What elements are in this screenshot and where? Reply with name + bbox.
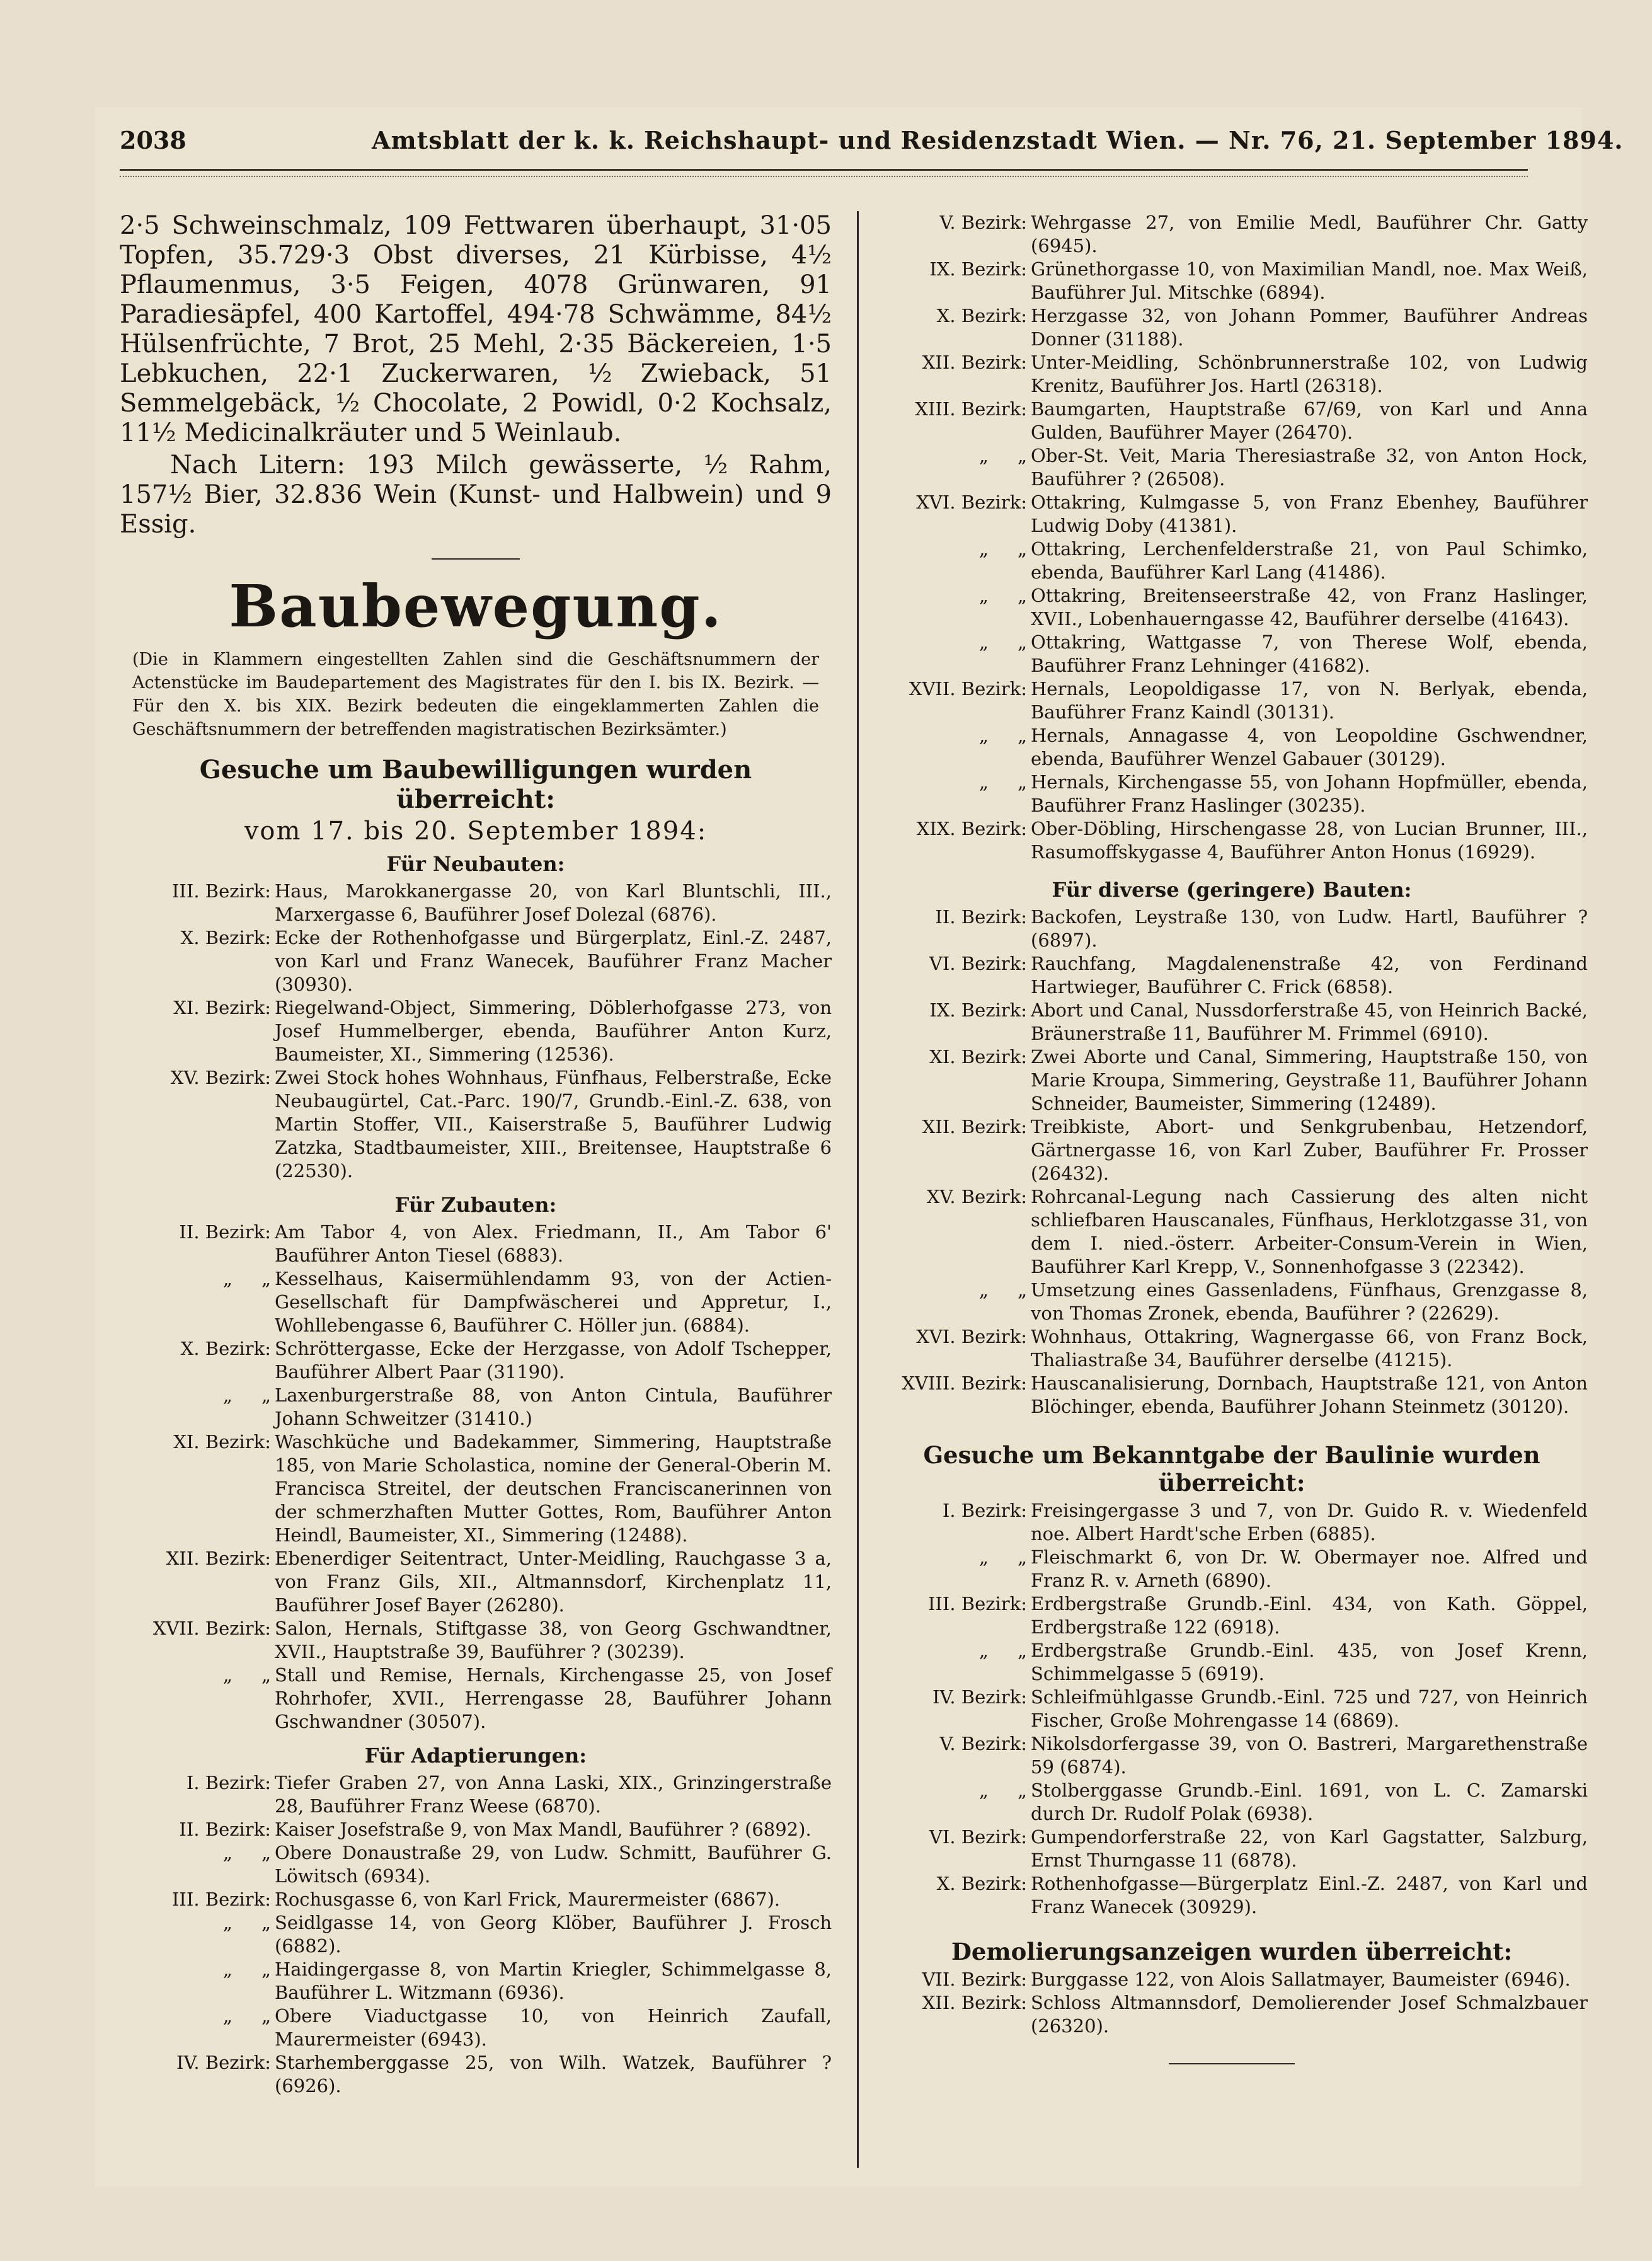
entry-text: Hernals, Kirchengasse 55, von Johann Hopfmüller, ebenda, Bauführer Franz Haslinger (30235). — [1031, 771, 1588, 816]
entry-text: Schröttergasse, Ecke der Herzgasse, von Adolf Tschepper, Bauführer Albert Paar (31190). — [275, 1338, 832, 1383]
district-label: „ „ — [222, 1268, 271, 1289]
register-entry — [876, 538, 1588, 584]
district-label: V. Bezirk: — [939, 1733, 1027, 1754]
entry-text: Unter-Meidling, Schönbrunnerstraße 102, von Ludwig Krenitz, Bauführer Jos. Hartl (26318). — [1031, 352, 1588, 396]
district-label: „ „ — [222, 1384, 271, 1406]
entry-text: Stolberggasse Grundb.-Einl. 1691, von L. C. Zamarski durch Dr. Rudolf Polak (6938). — [1031, 1780, 1588, 1824]
intro-paragraph-1: 2·5 Schweinschmalz, 109 Fettwaren überhaupt, 31·05 Topfen, 35.729·3 Obst diverses, 21 Kürbisse, 4½ Pflaumenmus, 3·5 Feigen, 4078 Grünwaren, 91 Paradiesäpfel, 400 Kartoffel, 494·78 Schwämme, 84½ Hülsenfrüchte, 7 Brot, 25 Mehl, 2·35 Bäckereien, 1·5 Lebkuchen, 22·1 Zuckerwaren, ½ Zwieback, 51 Semmelgebäck, ½ Chocolate, 2 Powidl, 0·2 Kochsalz, 11½ Medicinalkräuter und 5 Weinlaub. — [120, 211, 832, 447]
district-label: „ „ — [222, 1842, 271, 1863]
district-label: II. Bezirk: — [179, 1819, 271, 1840]
register-entry — [120, 1066, 832, 1183]
entry-text: Gumpendorferstraße 22, von Karl Gagstatter, Salzburg, Ernst Thurngasse 11 (6878). — [1031, 1826, 1588, 1871]
register-entry — [876, 258, 1588, 304]
left-column — [120, 211, 832, 2098]
district-label: X. Bezirk: — [180, 927, 271, 948]
district-label: III. Bezirk: — [927, 1593, 1027, 1614]
district-label: VI. Bezirk: — [929, 953, 1027, 974]
district-label: XI. Bezirk: — [929, 1046, 1027, 1067]
group-heading: Für Zubauten: — [394, 1193, 557, 1217]
register-entry — [876, 631, 1588, 677]
demol-entries — [876, 1968, 1588, 2038]
district-label: XVIII. Bezirk: — [902, 1372, 1027, 1394]
district-label: III. Bezirk: — [171, 1889, 271, 1910]
district-label: „ „ — [978, 538, 1027, 560]
district-label: IX. Bezirk: — [929, 999, 1027, 1021]
register-entry — [876, 1639, 1588, 1686]
district-label: III. Bezirk: — [171, 880, 271, 902]
district-label: XI. Bezirk: — [173, 1431, 271, 1453]
district-label: X. Bezirk: — [936, 305, 1027, 326]
register-entry — [876, 1732, 1588, 1779]
entry-text: Rothenhofgasse—Bürgerplatz Einl.-Z. 2487, von Karl und Franz Wanecek (30929). — [1031, 1873, 1588, 1918]
district-label: „ „ — [978, 725, 1027, 746]
district-label: XV. Bezirk: — [170, 1067, 271, 1088]
register-entry — [120, 2005, 832, 2051]
entry-text: Grünethorgasse 10, von Maximilian Mandl, noe. Max Weiß, Bauführer Jul. Mitschke (6894). — [1031, 258, 1588, 303]
entry-text: Umsetzung eines Gassenladens, Fünfhaus, Grenzgasse 8, von Thomas Zronek, ebenda, Bauführer ? (22629). — [1031, 1279, 1588, 1324]
article-title: Baubewegung. — [229, 572, 723, 640]
district-label: „ „ — [222, 1959, 271, 1980]
district-label: V. Bezirk: — [939, 212, 1027, 233]
entry-text: Erdbergstraße Grundb.-Einl. 434, von Kath. Göppel, Erdbergstraße 122 (6918). — [1031, 1593, 1588, 1638]
register-entry — [876, 952, 1588, 999]
register-entry — [876, 444, 1588, 491]
register-entry — [120, 2051, 832, 2098]
register-entry — [876, 351, 1588, 398]
entry-text: Hernals, Leopoldigasse 17, von N. Berlyak, ebenda, Bauführer Franz Kaindl (30131). — [1031, 678, 1588, 723]
register-entry — [120, 1267, 832, 1337]
demol-heading: Demolierungsanzeigen wurden überreicht: — [951, 1938, 1513, 1965]
district-label: II. Bezirk: — [179, 1221, 271, 1243]
entry-text: Zwei Aborte und Canal, Simmering, Hauptstraße 150, von Marie Kroupa, Simmering, Geystraße 11, Bauführer Johann Schneider, Baumeister, Simmering (12489). — [1031, 1046, 1588, 1114]
entry-text: Haus, Marokkanergasse 20, von Karl Bluntschli, III., Marxergasse 6, Bauführer Josef Dolezal (6876). — [275, 880, 832, 925]
entry-text: Backofen, Leystraße 130, von Ludw. Hartl, Bauführer ? (6897). — [1031, 906, 1588, 951]
district-label: XIII. Bezirk: — [915, 398, 1027, 420]
district-label: XII. Bezirk: — [922, 1992, 1027, 2013]
entry-text: Haidingergasse 8, von Martin Kriegler, Schimmelgasse 8, Bauführer L. Witzmann (6936). — [275, 1959, 832, 2003]
register-entry — [120, 1771, 832, 1818]
district-label: „ „ — [978, 1279, 1027, 1301]
entry-text: Seidlgasse 14, von Georg Klöber, Bauführer J. Frosch (6882). — [275, 1912, 832, 1957]
district-label: IX. Bezirk: — [929, 258, 1027, 280]
district-label: „ „ — [978, 631, 1027, 653]
right-top-entries — [876, 211, 1588, 864]
register-entry — [120, 1958, 832, 2005]
register-entry — [876, 771, 1588, 817]
register-entry — [876, 1991, 1588, 2038]
register-entry — [120, 1888, 832, 1911]
register-entry — [876, 1372, 1588, 1418]
divider — [432, 558, 520, 560]
register-entry — [120, 1221, 832, 1267]
bauline-heading: Gesuche um Bekanntgabe der Baulinie wurden überreicht: — [923, 1441, 1540, 1497]
editorial-note: (Die in Klammern eingestellten Zahlen sind die Geschäftsnummern der Actenstücke im Baudepartement des Magistrates für den I. bis IX. Bezirk. — Für den X. bis XIX. Bezirk bedeuten die eingeklammerten Zahlen die Geschäftsnummern der betreffenden magistratischen Bezirksämter.) — [132, 650, 819, 739]
entry-text: Wohnhaus, Ottakring, Wagnergasse 66, von Franz Bock, Thaliastraße 34, Bauführer derselbe (41215). — [1031, 1326, 1588, 1371]
register-entry — [876, 1592, 1588, 1639]
entry-text: Erdbergstraße Grundb.-Einl. 435, von Josef Krenn, Schimmelgasse 5 (6919). — [1031, 1640, 1588, 1684]
register-entry — [876, 1045, 1588, 1115]
district-label: „ „ — [978, 1640, 1027, 1661]
intro-paragraph-2: Nach Litern: 193 Milch gewässerte, ½ Rahm, 157½ Bier, 32.836 Wein (Kunst- und Halbwein) und 9 Essig. — [120, 451, 832, 539]
district-label: XVI. Bezirk: — [916, 492, 1027, 513]
entry-text: Baumgarten, Hauptstraße 67/69, von Karl und Anna Gulden, Bauführer Mayer (26470). — [1031, 398, 1588, 443]
entry-text: Nikolsdorfergasse 39, von O. Bastreri, Margarethenstraße 59 (6874). — [1031, 1733, 1588, 1778]
district-label: IV. Bezirk: — [176, 2052, 271, 2073]
register-entry — [876, 1499, 1588, 1546]
district-label: XVII. Bezirk: — [152, 1618, 271, 1639]
entry-text: Hernals, Annagasse 4, von Leopoldine Gschwendner, ebenda, Bauführer Wenzel Gabauer (30129). — [1031, 725, 1588, 769]
district-label: XVI. Bezirk: — [916, 1326, 1027, 1347]
running-title: Amtsblatt der k. k. Reichshaupt- und Residenzstadt Wien. — Nr. 76, 21. September 1894. — [372, 126, 1624, 154]
entry-text: Waschküche und Badekammer, Simmering, Hauptstraße 185, von Marie Scholastica, nomine der General-Oberin M. Francisca Streitel, der deutschen Franciscanerinnen von der schmerzhaften Mutter Gottes, Rom, Bauführer Anton Heindl, Baumeister, XI., Simmering (12488). — [275, 1431, 832, 1546]
right-column — [876, 211, 1588, 2076]
entry-text: Ober-Döbling, Hirschengasse 28, von Lucian Brunner, III., Rasumoffskygasse 4, Bauführer Anton Honus (16929). — [1031, 818, 1588, 863]
entry-text: Kesselhaus, Kaisermühlendamm 93, von der Actien-Gesellschaft für Dampfwäscherei und Appretur, I., Wohllebengasse 6, Bauführer C. Höller jun. (6884). — [275, 1268, 832, 1336]
register-entry — [876, 817, 1588, 864]
entry-text: Ecke der Rothenhofgasse und Bürgerplatz, Einl.-Z. 2487, von Karl und Franz Wanecek, Bauführer Franz Macher (30930). — [275, 927, 832, 995]
district-label: I. Bezirk: — [186, 1772, 271, 1793]
register-entry — [876, 1686, 1588, 1732]
diverse-heading: Für diverse (geringere) Bauten: — [1052, 878, 1412, 902]
register-entry — [876, 1325, 1588, 1372]
entry-text: Rohrcanal-Legung nach Cassierung des alten nicht schliefbaren Hauscanales, Fünfhaus, Herklotzgasse 31, von dem I. nied.-österr. Arbeiter-Consum-Verein in Wien, Bauführer Karl Krepp, V., Sonnenhofgasse 3 (22342). — [1031, 1186, 1588, 1277]
register-entry — [120, 1430, 832, 1547]
district-label: X. Bezirk: — [180, 1338, 271, 1359]
register-entry — [876, 1279, 1588, 1325]
diverse-entries — [876, 906, 1588, 1418]
district-label: „ „ — [978, 445, 1027, 466]
entry-text: Salon, Hernals, Stiftgasse 38, von Georg Gschwandtner, XVII., Hauptstraße 39, Bauführer ? (30239). — [275, 1618, 832, 1662]
entry-text: Riegelwand-Object, Simmering, Döblerhofgasse 273, von Josef Hummelberger, ebenda, Bauführer Anton Kurz, Baumeister, XI., Simmering (12536). — [275, 997, 832, 1065]
register-entry — [120, 1911, 832, 1958]
district-label: IV. Bezirk: — [932, 1686, 1027, 1708]
district-label: „ „ — [978, 1546, 1027, 1568]
district-label: XIX. Bezirk: — [916, 818, 1027, 839]
entry-text: Ottakring, Breitenseerstraße 42, von Franz Haslinger, XVII., Lobenhauerngasse 42, Bauführer derselbe (41643). — [1031, 585, 1588, 630]
register-entry — [876, 211, 1588, 258]
entry-text: Abort und Canal, Nussdorferstraße 45, von Heinrich Backé, Bräunerstraße 11, Bauführer M. Frimmel (6910). — [1031, 999, 1588, 1044]
entry-text: Ottakring, Kulmgasse 5, von Franz Ebenhey, Bauführer Ludwig Doby (41381). — [1031, 492, 1588, 536]
register-entry — [120, 1818, 832, 1841]
register-entry — [120, 1617, 832, 1664]
page-number: 2038 — [120, 126, 186, 154]
district-label: XI. Bezirk: — [173, 997, 271, 1018]
register-entry — [876, 304, 1588, 351]
district-label: „ „ — [978, 1780, 1027, 1801]
entry-text: Rochusgasse 6, von Karl Frick, Maurermeister (6867). — [275, 1889, 781, 1910]
register-entry — [876, 1185, 1588, 1279]
entry-text: Freisingergasse 3 und 7, von Dr. Guido R. v. Wiedenfeld noe. Albert Hardt'sche Erben (6885). — [1031, 1500, 1588, 1545]
entry-text: Ottakring, Lerchenfelderstraße 21, von Paul Schimko, ebenda, Bauführer Karl Lang (41486). — [1031, 538, 1588, 583]
register-entry — [876, 1546, 1588, 1592]
entry-text: Tiefer Graben 27, von Anna Laski, XIX., Grinzingerstraße 28, Bauführer Franz Weese (6870). — [275, 1772, 832, 1817]
district-label: „ „ — [978, 585, 1027, 606]
register-entry — [120, 880, 832, 926]
district-label: II. Bezirk: — [935, 906, 1027, 928]
entry-text: Am Tabor 4, von Alex. Friedmann, II., Am Tabor 6' Bauführer Anton Tiesel (6883). — [275, 1221, 832, 1266]
entry-text: Obere Viaductgasse 10, von Heinrich Zaufall, Maurermeister (6943). — [275, 2005, 832, 2050]
bauline-entries — [876, 1499, 1588, 1919]
district-label: XII. Bezirk: — [166, 1548, 271, 1569]
entry-text: Ottakring, Wattgasse 7, von Therese Wolf, ebenda, Bauführer Franz Lehninger (41682). — [1031, 631, 1588, 676]
register-entry — [876, 1779, 1588, 1826]
left-groups — [120, 852, 832, 2098]
register-entry — [876, 1872, 1588, 1919]
entry-text: Hauscanalisierung, Dornbach, Hauptstraße 121, von Anton Blöchinger, ebenda, Bauführer Johann Steinmetz (30120). — [1031, 1372, 1588, 1417]
entry-text: Schloss Altmannsdorf, Demolierender Josef Schmalzbauer (26320). — [1031, 1992, 1588, 2037]
district-label: VII. Bezirk: — [922, 1969, 1027, 1990]
register-entry — [120, 1384, 832, 1430]
register-entry — [876, 491, 1588, 538]
district-label: XV. Bezirk: — [926, 1186, 1027, 1207]
register-entry — [120, 926, 832, 996]
entry-text: Fleischmarkt 6, von Dr. W. Obermayer noe. Alfred und Franz R. v. Arneth (6890). — [1031, 1546, 1588, 1591]
group-heading: Für Neubauten: — [386, 852, 565, 876]
register-entry — [876, 1968, 1588, 1991]
entry-text: Rauchfang, Magdalenenstraße 42, von Ferdinand Hartwieger, Bauführer C. Frick (6858). — [1031, 953, 1588, 998]
page-header — [120, 126, 1624, 164]
section-heading: Gesuche um Baubewilligungen wurden überreicht: — [199, 755, 752, 814]
register-entry — [120, 1664, 832, 1734]
entry-text: Wehrgasse 27, von Emilie Medl, Bauführer Chr. Gatty (6945). — [1031, 212, 1588, 256]
register-entry — [876, 724, 1588, 771]
group-heading: Für Adaptierungen: — [364, 1744, 587, 1768]
register-entry — [120, 1337, 832, 1384]
register-entry — [120, 1841, 832, 1888]
register-entry — [876, 398, 1588, 444]
register-entry — [876, 906, 1588, 952]
district-label: „ „ — [222, 2005, 271, 2027]
end-rule — [1169, 2063, 1295, 2064]
column-divider — [857, 211, 859, 2168]
entry-text: Starhemberggasse 25, von Wilh. Watzek, Bauführer ? (6926). — [275, 2052, 832, 2097]
district-label: „ „ — [978, 771, 1027, 793]
entry-text: Treibkiste, Abort- und Senkgrubenbau, Hetzendorf, Gärtnergasse 16, von Karl Zuber, Bauführer Fr. Prosser (26432). — [1031, 1116, 1588, 1184]
district-label: VI. Bezirk: — [929, 1826, 1027, 1848]
register-entry — [876, 1115, 1588, 1185]
register-entry — [120, 1547, 832, 1617]
entry-text: Ober-St. Veit, Maria Theresiastraße 32, von Anton Hock, Bauführer ? (26508). — [1031, 445, 1588, 490]
district-label: XII. Bezirk: — [922, 352, 1027, 373]
district-label: XII. Bezirk: — [922, 1116, 1027, 1137]
district-label: „ „ — [222, 1664, 271, 1686]
entry-text: Laxenburgerstraße 88, von Anton Cintula, Bauführer Johann Schweitzer (31410.) — [275, 1384, 832, 1429]
section-dates: vom 17. bis 20. September 1894: — [244, 817, 708, 846]
register-entry — [876, 1826, 1588, 1872]
entry-text: Schleifmühlgasse Grundb.-Einl. 725 und 727, von Heinrich Fischer, Große Mohrengasse 14 (6869). — [1031, 1686, 1588, 1731]
entry-text: Kaiser Josefstraße 9, von Max Mandl, Bauführer ? (6892). — [275, 1819, 812, 1840]
entry-text: Burggasse 122, von Alois Sallatmayer, Baumeister (6946). — [1031, 1969, 1571, 1990]
entry-text: Ebenerdiger Seitentract, Unter-Meidling, Rauchgasse 3 a, von Franz Gils, XII., Altmannsdorf, Kirchenplatz 11, Bauführer Josef Bayer (26280). — [275, 1548, 832, 1616]
register-entry — [120, 996, 832, 1066]
entry-text: Herzgasse 32, von Johann Pommer, Bauführer Andreas Donner (31188). — [1031, 305, 1588, 350]
header-rule — [120, 169, 1528, 177]
district-label: I. Bezirk: — [942, 1500, 1027, 1521]
entry-text: Zwei Stock hohes Wohnhaus, Fünfhaus, Felberstraße, Ecke Neubaugürtel, Cat.-Parc. 190/7, Grundb.-Einl.-Z. 638, von Martin Stoffer, VII., Kaiserstraße 5, Bauführer Ludwig Zatzka, Stadtbaumeister, XIII., Breitensee, Hauptstraße 6 (22530). — [275, 1067, 832, 1182]
register-entry — [876, 999, 1588, 1045]
district-label: „ „ — [222, 1912, 271, 1933]
register-entry — [876, 677, 1588, 724]
district-label: XVII. Bezirk: — [909, 678, 1027, 699]
district-label: X. Bezirk: — [936, 1873, 1027, 1894]
register-entry — [876, 584, 1588, 631]
entry-text: Stall und Remise, Hernals, Kirchengasse 25, von Josef Rohrhofer, XVII., Herrengasse 28, Bauführer Johann Gschwandner (30507). — [275, 1664, 832, 1732]
entry-text: Obere Donaustraße 29, von Ludw. Schmitt, Bauführer G. Löwitsch (6934). — [275, 1842, 832, 1887]
